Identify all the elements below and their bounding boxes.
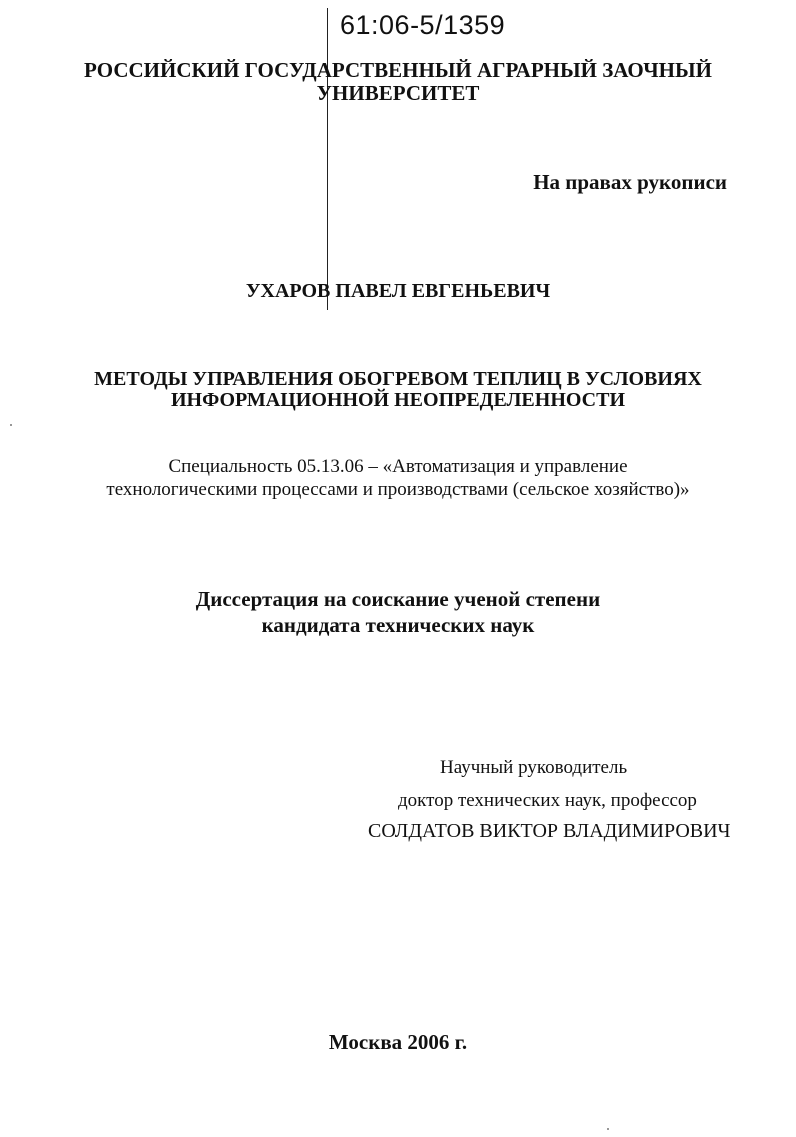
supervisor-role: Научный руководитель: [440, 757, 628, 778]
rights-note: На правах рукописи: [533, 170, 727, 194]
stamp-margin-line: [327, 8, 328, 310]
scan-speck: [607, 1128, 609, 1130]
dissertation-type-line-2: кандидата технических наук: [261, 613, 535, 637]
university-name-line-2: УНИВЕРСИТЕТ: [316, 81, 480, 105]
supervisor-degree: доктор технических наук, профессор: [398, 790, 697, 811]
university-name-line-1: РОССИЙСКИЙ ГОСУДАРСТВЕННЫЙ АГРАРНЫЙ ЗАОЧНЫЙ: [84, 58, 712, 82]
specialty-line-1: Специальность 05.13.06 – «Автоматизация и управление: [168, 456, 628, 477]
thesis-title-line-2: ИНФОРМАЦИОННОЙ НЕОПРЕДЕЛЕННОСТИ: [170, 389, 626, 411]
author-name: УХАРОВ ПАВЕЛ ЕВГЕНЬЕВИЧ: [245, 280, 551, 302]
thesis-title-line-1: МЕТОДЫ УПРАВЛЕНИЯ ОБОГРЕВОМ ТЕПЛИЦ В УСЛОВИЯХ: [94, 368, 702, 390]
archive-stamp: 61:06-5/1359: [340, 10, 506, 40]
supervisor-name: СОЛДАТОВ ВИКТОР ВЛАДИМИРОВИЧ: [368, 820, 731, 842]
place-and-year: Москва 2006 г.: [328, 1030, 468, 1054]
scan-speck: [10, 424, 12, 426]
dissertation-type-line-1: Диссертация на соискание ученой степени: [195, 587, 601, 611]
specialty-line-2: технологическими процессами и производствами (сельское хозяйство)»: [106, 479, 690, 500]
